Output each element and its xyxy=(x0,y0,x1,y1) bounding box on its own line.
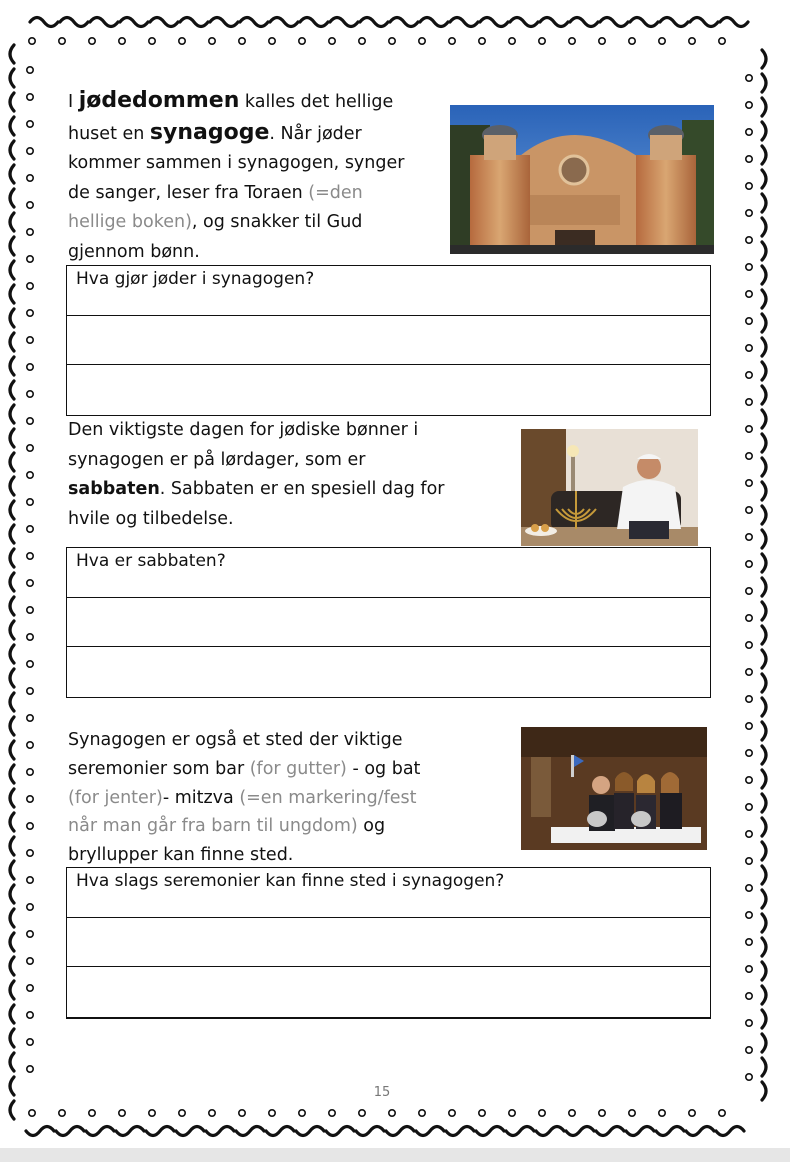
answer-line[interactable] xyxy=(67,868,710,918)
page-number: 15 xyxy=(373,1085,391,1100)
answer-line[interactable] xyxy=(67,365,710,415)
answer-line[interactable] xyxy=(67,647,710,697)
answer-line[interactable] xyxy=(67,918,710,968)
bar-mitzvah-photo xyxy=(521,727,707,850)
sabbath-photo xyxy=(521,429,698,546)
ceremony-paragraph: Synagogen er også et sted der viktige seremonier som bar (for gutter) - og bat (for jenter)- mitzva (=en markering/fest når man går fra barn til ungdom) og bryllupper kan finne sted. xyxy=(68,730,421,866)
question-2: Hva er sabbaten? xyxy=(76,551,226,571)
answer-box-1 xyxy=(66,265,711,416)
answer-box-2 xyxy=(66,547,711,698)
question-3: Hva slags seremonier kan finne sted i synagogen? xyxy=(76,871,505,891)
intro-paragraph: I jødedommen kalles det hellige huset en synagoge. Når jøder kommer sammen i synagogen, synger de sanger, leser fra Toraen (=den hellige boken), og snakker til Gud gjennom bønn. xyxy=(68,88,405,262)
sabbath-paragraph: Den viktigste dagen for jødiske bønner i synagogen er på lørdager, som er sabbaten. Sabbaten er en spesiell dag for hvile og tilbedelse. xyxy=(68,420,445,529)
answer-line[interactable] xyxy=(67,316,710,366)
answer-box-3 xyxy=(66,867,711,1019)
answer-line[interactable] xyxy=(67,598,710,648)
question-1: Hva gjør jøder i synagogen? xyxy=(76,269,315,289)
answer-line[interactable] xyxy=(67,967,710,1017)
viewer-bottom-bar xyxy=(0,1148,790,1162)
answer-line[interactable] xyxy=(67,266,710,316)
synagogue-photo xyxy=(450,105,714,254)
answer-line[interactable] xyxy=(67,548,710,598)
